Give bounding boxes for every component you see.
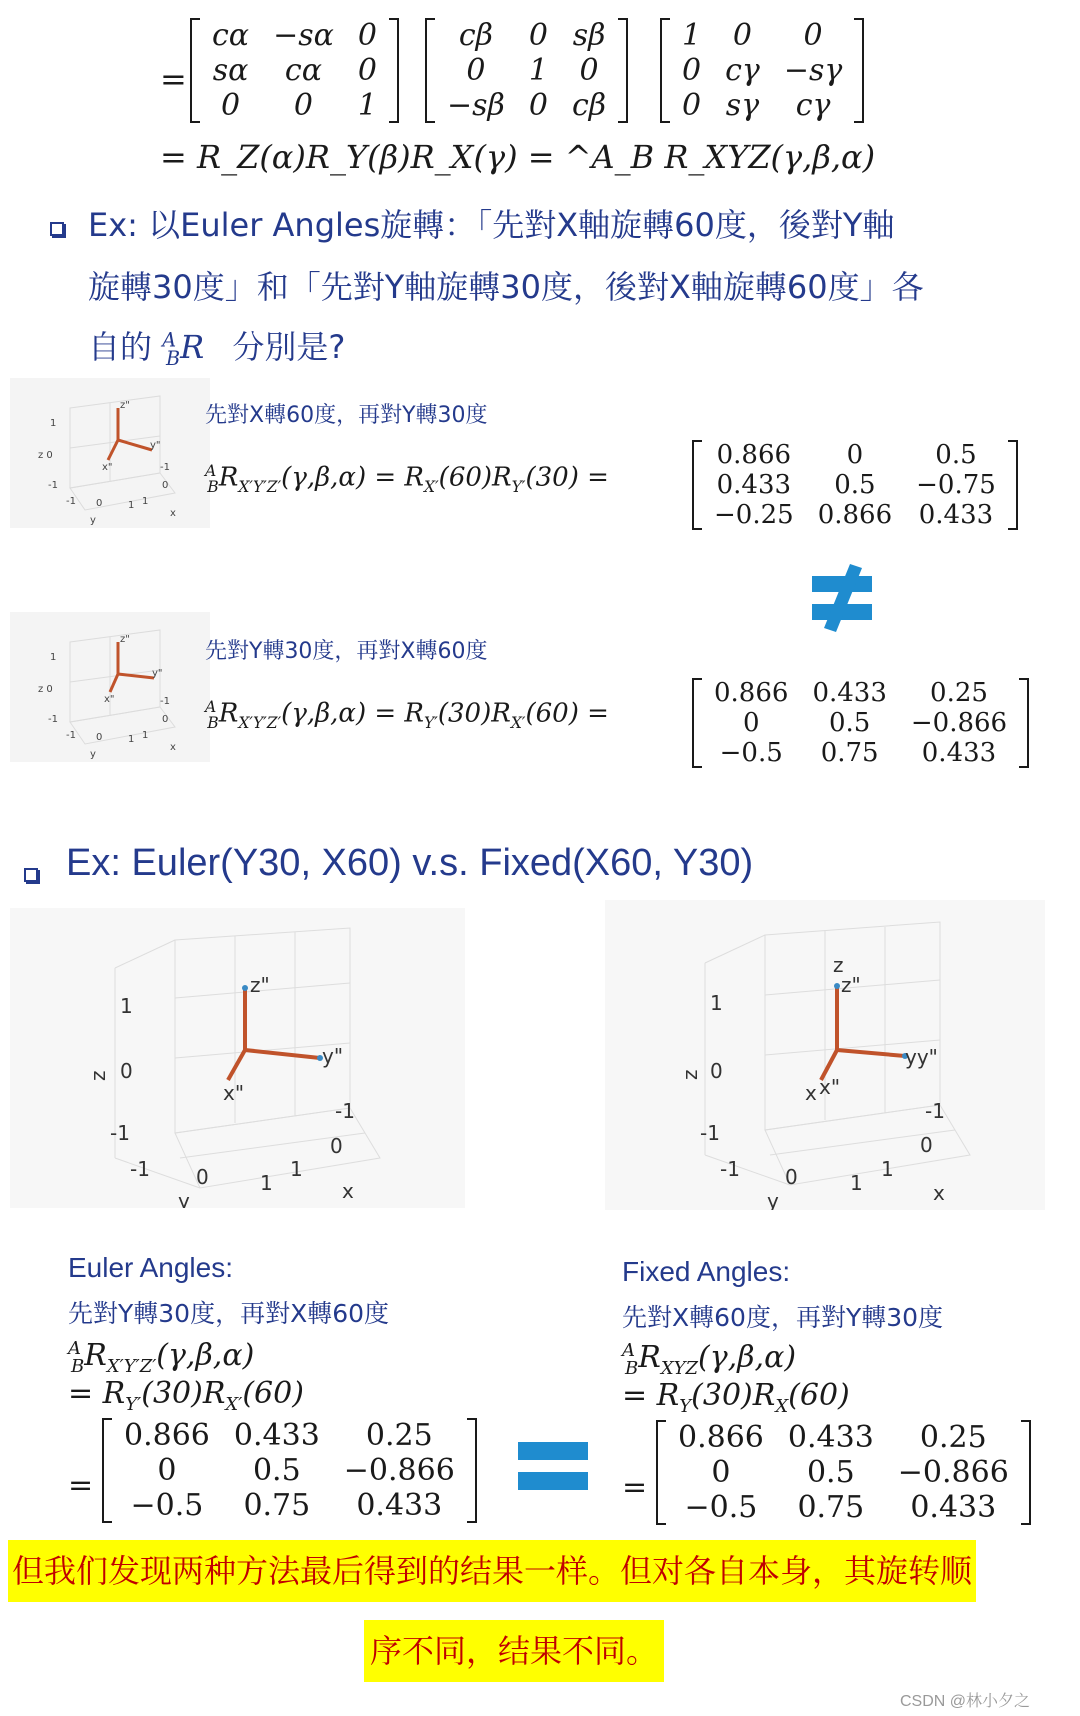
- matrix-row: [200, 88, 389, 123]
- svg-text:x: x: [805, 1081, 817, 1105]
- svg-text:0: 0: [162, 480, 169, 491]
- matrix-row: [435, 53, 618, 88]
- case-a-caption: 先對X轉60度，再對Y轉30度: [205, 403, 488, 428]
- bullet-icon: [24, 868, 38, 882]
- fixed-step: = $R_Y(30)R_X(60)$: [622, 1378, 850, 1417]
- svg-text:z: z: [86, 1070, 110, 1081]
- svg-text:y: y: [90, 515, 96, 526]
- svg-text:-1: -1: [110, 1121, 130, 1145]
- fixed-lhs: $^A_BR_{XYZ}(\gamma,\beta,\alpha)$: [622, 1340, 797, 1379]
- ex2-title: Ex: Euler(Y30, X60) v.s. Fixed(X60, Y30): [66, 842, 754, 884]
- svg-text:-1: -1: [925, 1099, 945, 1123]
- euler-lhs: $^A_BR_{X'Y'Z'}(\gamma,\beta,\alpha)$: [68, 1338, 255, 1377]
- matrix-cell: 0.866: [714, 678, 789, 708]
- svg-text:0: 0: [710, 1059, 723, 1083]
- matrix-row: [670, 53, 854, 88]
- svg-text:1: 1: [50, 418, 57, 429]
- matrix-cell: −0.75: [916, 470, 996, 500]
- matrix-cell: 0: [682, 88, 702, 123]
- plot-case-b-svg: [10, 612, 210, 762]
- matrix-cell: sγ: [725, 88, 760, 123]
- top-composition-line: = R_Z(α)R_Y(β)R_X(γ) = ^A_B R_XYZ(γ,β,α): [160, 138, 876, 176]
- svg-text:z": z": [120, 400, 130, 411]
- svg-text:y: y: [178, 1189, 190, 1208]
- svg-text:-1: -1: [720, 1157, 740, 1181]
- svg-text:0: 0: [330, 1134, 343, 1158]
- svg-text:1: 1: [260, 1171, 273, 1195]
- svg-text:y: y: [90, 749, 96, 760]
- not-equal-icon: [808, 562, 876, 634]
- svg-text:y": y": [322, 1044, 344, 1068]
- matrix-cell: 0.433: [716, 470, 792, 500]
- svg-text:z: z: [833, 953, 844, 977]
- matrix-cell: cβ: [571, 88, 607, 123]
- matrix-cell: 0: [846, 440, 864, 470]
- conclusion-line1: 但我们发现两种方法最后得到的结果一样。但对各自本身，其旋转顺: [8, 1540, 976, 1602]
- svg-text:z": z": [120, 634, 130, 645]
- matrix-row: [112, 1418, 467, 1453]
- matrix-cell: 0.433: [233, 1418, 320, 1453]
- fixed-caption: 先對X轉60度，再對Y轉30度: [622, 1303, 944, 1332]
- svg-text:-1: -1: [66, 496, 76, 507]
- matrix-cell: 1: [528, 53, 548, 88]
- matrix-cell: −sγ: [783, 53, 843, 88]
- svg-text:y: y: [767, 1189, 779, 1210]
- matrix-cell: cγ: [795, 88, 831, 123]
- matrix-row: [666, 1455, 1021, 1490]
- fixed-matrix-eq: =: [622, 1470, 648, 1505]
- plot-case-a: [10, 378, 210, 528]
- svg-text:-1: -1: [160, 462, 170, 473]
- svg-text:x: x: [170, 508, 176, 519]
- svg-text:1: 1: [50, 652, 57, 663]
- svg-text:-1: -1: [335, 1099, 355, 1123]
- matrix-cell: 0: [528, 18, 548, 53]
- matrix-cell: −sα: [273, 18, 334, 53]
- svg-text:0: 0: [96, 732, 103, 743]
- svg-text:-1: -1: [160, 696, 170, 707]
- matrix-row: [112, 1488, 467, 1523]
- matrix-cell: 0: [466, 53, 486, 88]
- matrix-cell: cα: [284, 53, 322, 88]
- svg-text:1: 1: [128, 500, 135, 511]
- case-b-equation: $^A_BR_{X'Y'Z'}(\gamma,\beta,\alpha) = R_{Y'}(30)R_{X'}(60)$ =: [205, 698, 609, 732]
- svg-text:-1: -1: [130, 1157, 150, 1181]
- matrix-cell: 0.433: [812, 678, 887, 708]
- euler-matrix-eq: =: [68, 1468, 94, 1503]
- svg-text:1: 1: [710, 991, 723, 1015]
- ex1-line1: Ex: 以Euler Angles旋轉：「先對X軸旋轉60度，後對Y軸: [88, 206, 895, 244]
- matrix-row: [666, 1490, 1021, 1525]
- matrix-row: [702, 708, 1019, 738]
- conclusion-line2: 序不同，结果不同。: [364, 1620, 664, 1682]
- matrix-cell: 0: [732, 18, 752, 53]
- svg-text:y": y": [152, 668, 163, 679]
- matrix-cell: 0.433: [910, 1490, 997, 1525]
- matrix-row: [702, 440, 1008, 470]
- matrix-cell: 0: [357, 18, 377, 53]
- matrix-row: [702, 470, 1008, 500]
- case-b-caption: 先對Y轉30度，再對X轉60度: [205, 639, 488, 664]
- matrix-cell: −0.25: [714, 500, 794, 530]
- svg-text:1: 1: [128, 734, 135, 745]
- ex1-line2: 旋轉30度」和「先對Y軸旋轉30度，後對X軸旋轉60度」各: [88, 268, 924, 306]
- plot-case-b: [10, 612, 210, 762]
- matrix-cell: 0.5: [806, 1455, 855, 1490]
- svg-text:z 0: z 0: [38, 684, 53, 695]
- rz-matrix: [190, 18, 399, 123]
- matrix-cell: 1: [357, 88, 377, 123]
- plot-fixed: [605, 900, 1045, 1210]
- watermark: CSDN @林小夕之: [900, 1693, 1031, 1710]
- matrix-cell: 0: [220, 88, 241, 123]
- euler-matrix: [102, 1418, 477, 1523]
- matrix-cell: −sβ: [447, 88, 505, 123]
- fixed-heading: Fixed Angles:: [622, 1256, 791, 1287]
- plot-euler-svg: [10, 908, 465, 1208]
- euler-step: = $R_{Y'}(30)R_{X'}(60)$: [68, 1376, 304, 1415]
- svg-text:1: 1: [120, 994, 133, 1018]
- matrix-row: [435, 88, 618, 123]
- plot-fixed-svg: [605, 900, 1045, 1210]
- matrix-cell: cγ: [725, 53, 760, 88]
- svg-text:1: 1: [881, 1157, 894, 1181]
- matrix-cell: 0.5: [834, 470, 876, 500]
- matrix-cell: 0: [742, 708, 760, 738]
- svg-text:z": z": [841, 973, 861, 997]
- matrix-cell: sα: [212, 53, 249, 88]
- matrix-cell: −0.5: [130, 1488, 204, 1523]
- matrix-cell: 0: [803, 18, 823, 53]
- svg-text:x": x": [104, 694, 115, 705]
- matrix-cell: 0: [157, 1453, 177, 1488]
- svg-text:1: 1: [142, 730, 149, 741]
- matrix-cell: 1: [682, 18, 702, 53]
- bullet-icon: [50, 222, 64, 236]
- case-a-equation: $^A_BR_{X'Y'Z'}(\gamma,\beta,\alpha) = R_{X'}(60)R_{Y'}(30)$ =: [205, 462, 609, 496]
- matrix-cell: 0.866: [678, 1420, 764, 1455]
- matrix-cell: 0.433: [918, 500, 994, 530]
- svg-text:z: z: [678, 1069, 702, 1080]
- matrix-cell: −0.866: [897, 1455, 1009, 1490]
- euler-caption: 先對Y轉30度，再對X轉60度: [68, 1299, 390, 1328]
- matrix-cell: 0.433: [356, 1488, 443, 1523]
- top-eq-sign: =: [160, 60, 187, 98]
- matrix-cell: 0: [579, 53, 599, 88]
- matrix-cell: 0.5: [252, 1453, 301, 1488]
- matrix-cell: 0.75: [243, 1488, 311, 1523]
- svg-text:-1: -1: [700, 1121, 720, 1145]
- matrix-cell: 0.433: [787, 1420, 874, 1455]
- svg-text:0: 0: [196, 1165, 209, 1189]
- matrix-cell: 0.866: [124, 1418, 210, 1453]
- euler-heading: Euler Angles:: [68, 1252, 233, 1283]
- matrix-cell: cβ: [458, 18, 494, 53]
- case-b-matrix: [692, 678, 1029, 768]
- ry-matrix: [425, 18, 628, 123]
- matrix-row: [702, 678, 1019, 708]
- matrix-cell: −0.866: [910, 708, 1008, 738]
- matrix-cell: 0.75: [797, 1490, 865, 1525]
- svg-text:0: 0: [920, 1133, 933, 1157]
- matrix-cell: 0: [528, 88, 548, 123]
- svg-text:-1: -1: [66, 730, 76, 741]
- matrix-cell: 0.866: [716, 440, 792, 470]
- matrix-row: [670, 18, 854, 53]
- matrix-row: [702, 500, 1008, 530]
- svg-text:x": x": [819, 1075, 841, 1099]
- svg-text:-1: -1: [48, 480, 58, 491]
- svg-text:x": x": [102, 462, 113, 473]
- matrix-row: [670, 88, 854, 123]
- matrix-cell: −0.5: [684, 1490, 758, 1525]
- matrix-row: [435, 18, 618, 53]
- svg-text:1: 1: [850, 1171, 863, 1195]
- svg-text:x: x: [170, 742, 176, 753]
- matrix-row: [200, 53, 389, 88]
- svg-text:0: 0: [96, 498, 103, 509]
- svg-text:0: 0: [120, 1059, 133, 1083]
- matrix-cell: 0: [293, 88, 313, 123]
- matrix-cell: 0.75: [820, 738, 879, 768]
- matrix-cell: 0.866: [817, 500, 893, 530]
- matrix-cell: 0: [682, 53, 702, 88]
- matrix-row: [702, 738, 1019, 768]
- svg-text:yy": yy": [905, 1045, 938, 1069]
- svg-text:1: 1: [142, 496, 149, 507]
- plot-case-a-svg: [10, 378, 210, 528]
- matrix-cell: 0.25: [930, 678, 988, 708]
- matrix-cell: 0: [357, 53, 377, 88]
- svg-text:1: 1: [290, 1157, 303, 1181]
- ex1-line3: 自的 $^A_B$R 分別是?: [88, 328, 346, 371]
- matrix-cell: 0: [711, 1455, 731, 1490]
- svg-text:x: x: [933, 1181, 945, 1205]
- matrix-cell: 0.5: [828, 708, 871, 738]
- svg-text:0: 0: [785, 1165, 798, 1189]
- matrix-row: [200, 18, 389, 53]
- svg-text:0: 0: [162, 714, 169, 725]
- svg-text:-1: -1: [48, 714, 58, 725]
- case-a-matrix: [692, 440, 1018, 530]
- svg-text:z 0: z 0: [38, 450, 53, 461]
- svg-text:z": z": [250, 973, 270, 997]
- fixed-matrix: [656, 1420, 1031, 1525]
- matrix-cell: 0.5: [935, 440, 977, 470]
- plot-euler: [10, 908, 465, 1208]
- matrix-cell: cα: [212, 18, 250, 53]
- svg-text:y": y": [150, 440, 161, 451]
- equals-icon: [518, 1440, 588, 1492]
- matrix-row: [112, 1453, 467, 1488]
- svg-text:x: x: [342, 1179, 354, 1203]
- matrix-cell: 0.25: [365, 1418, 433, 1453]
- matrix-cell: −0.5: [719, 738, 783, 768]
- matrix-row: [666, 1420, 1021, 1455]
- rx-matrix: [660, 18, 864, 123]
- svg-text:x": x": [223, 1081, 245, 1105]
- matrix-cell: 0.25: [919, 1420, 987, 1455]
- matrix-cell: sβ: [572, 18, 606, 53]
- matrix-cell: 0.433: [921, 738, 997, 768]
- matrix-cell: −0.866: [343, 1453, 455, 1488]
